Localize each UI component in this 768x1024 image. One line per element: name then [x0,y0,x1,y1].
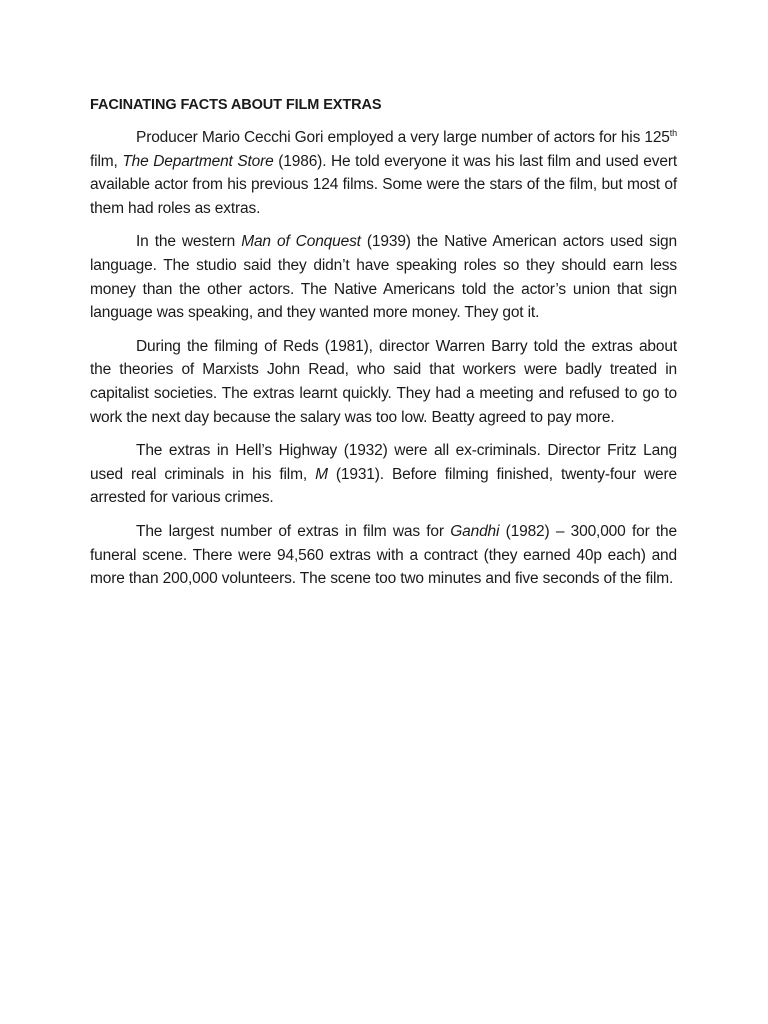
paragraph-text: The largest number of extras in film was for [136,522,451,540]
paragraph-text: (1931). Before filming finished, twenty-four were arrested for various crimes. [90,465,678,507]
paragraph-man-of-conquest [90,230,677,324]
paragraph-text: Producer Mario Cecchi Gori employed a very large number of actors for his 125 [136,129,670,146]
paragraph-text: (1986). He told everyone it was his last film and used evert available actor from his previous 124 films. Some were the stars of the film, but most of them had roles as extras. [90,152,677,217]
paragraph-text: During the filming of Reds (1981), director Warren Barry told the extras about the theories of Marxists John Read, who said that workers were badly treated in capitalist societies. The extras learnt quickly. They had a meeting and refused to go to work the next day because the salary was too low. Beatty agreed to pay more. [90,337,677,426]
paragraph-text: film, [90,152,123,170]
film-title-italic: Gandhi [450,522,500,540]
paragraph-text: The extras in Hell’s Highway (1932) were all ex-criminals. Director Fritz Lang used real criminals in his film, [90,442,677,483]
document-title: FACINATING FACTS ABOUT FILM EXTRAS [90,97,382,113]
film-title-italic: The Department Store [122,152,274,170]
film-title-italic: M [315,465,328,483]
paragraph-text: (1939) the Native American actors used sign language. The studio said they didn’t have speaking roles so they should earn less money than the other actors. The Native Americans told the actor’s union that sign language was speaking, and they wanted more money. They got it. [90,233,677,322]
paragraph-department-store [90,126,677,220]
film-title-italic: Man of Conquest [241,233,361,251]
paragraph-text: In the western [136,233,242,251]
paragraph-text: (1982) – 300,000 for the funeral scene. There were 94,560 extras with a contract (they earned 40p each) and more than 200,000 volunteers. The scene too two minutes and five seconds of the film. [90,522,677,588]
ordinal-superscript: th [669,127,677,138]
paragraph-gandhi [90,520,677,591]
paragraph-reds [90,335,677,429]
paragraph-hells-highway [90,439,677,510]
document-body [90,94,677,601]
